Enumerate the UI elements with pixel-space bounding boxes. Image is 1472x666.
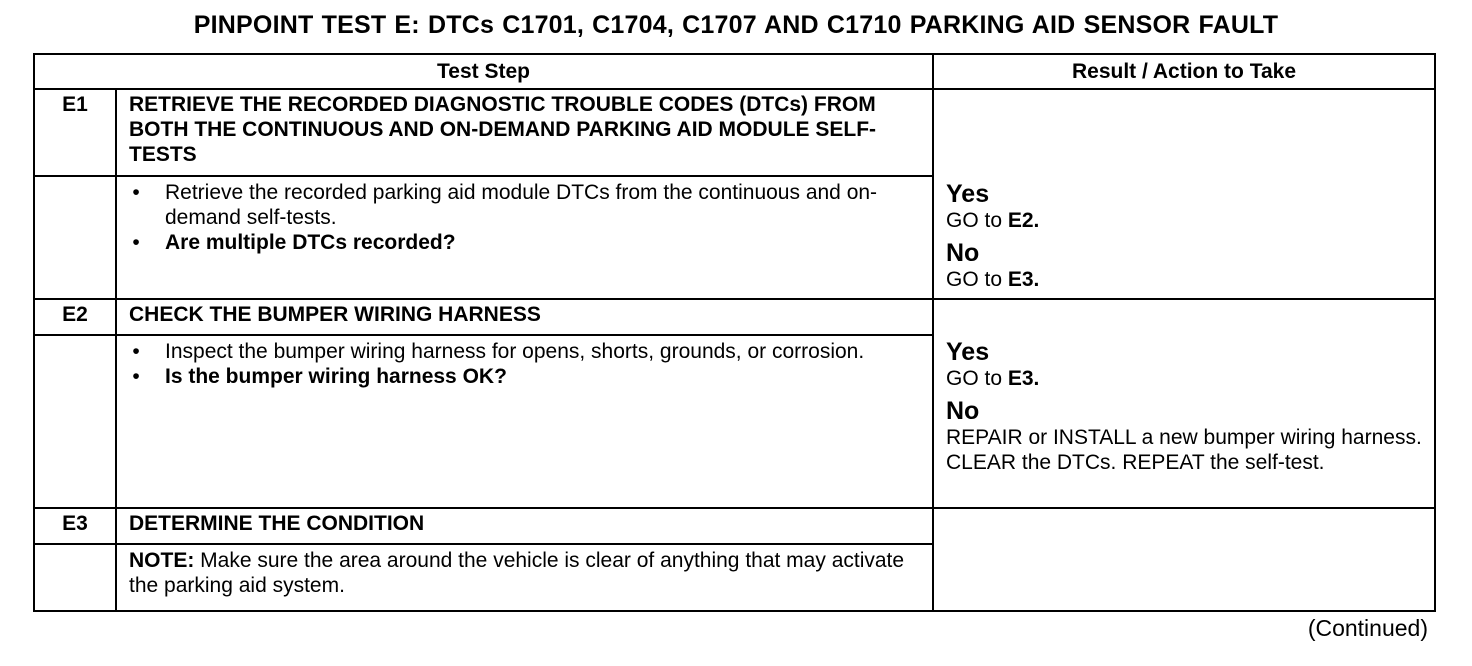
no-label: No [946, 239, 980, 267]
step-link-e3: E3. [1007, 367, 1040, 390]
pinpoint-test-table [33, 53, 1436, 612]
no-label: No [946, 397, 980, 425]
no-action: REPAIR or INSTALL a new bumper wiring harness. CLEAR the DTCs. REPEAT the self-test. [946, 426, 1422, 474]
step-e2-result [933, 299, 1435, 508]
step-e1-id-spacer [34, 176, 116, 299]
step-e1-heading-row [34, 89, 1435, 176]
list-item: • Retrieve the recorded parking aid module DTCs from the continuous and on-demand self-tests. [132, 181, 878, 229]
yes-action: GO to E3. [946, 367, 1040, 390]
step-e2-body [116, 335, 933, 508]
step-id-e1: E1 [34, 89, 116, 176]
step-id-e3: E3 [34, 508, 116, 544]
continued-label: (Continued) [1307, 615, 1428, 641]
list-item: • Inspect the bumper wiring harness for opens, shorts, grounds, or corrosion. [132, 340, 865, 363]
step-id-e2: E2 [34, 299, 116, 335]
note-text: Make sure the area around the vehicle is clear of anything that may activate the parking aid system. [129, 549, 905, 597]
step-e2-heading: CHECK THE BUMPER WIRING HARNESS [116, 299, 933, 335]
note-label: NOTE: [129, 549, 195, 572]
step-link-e2: E2. [1007, 209, 1040, 232]
list-item: • Is the bumper wiring harness OK? [132, 365, 507, 388]
header-result-action: Result / Action to Take [933, 54, 1435, 89]
table-header-row [34, 54, 1435, 89]
step-link-e3: E3. [1007, 268, 1040, 291]
step-e1-body [116, 176, 933, 299]
no-action: GO to E3. [946, 268, 1040, 291]
step-e3-heading: DETERMINE THE CONDITION [116, 508, 933, 544]
step-e3-note [116, 544, 933, 611]
step-e2-heading-row [34, 299, 1435, 335]
yes-label: Yes [946, 338, 990, 366]
yes-label: Yes [946, 180, 990, 208]
page-title: PINPOINT TEST E: DTCs C1701, C1704, C1707 AND C1710 PARKING AID SENSOR FAULT [193, 11, 1279, 39]
header-test-step: Test Step [34, 54, 933, 89]
step-e3-id-spacer [34, 544, 116, 611]
step-e1-heading: RETRIEVE THE RECORDED DIAGNOSTIC TROUBLE CODES (DTCs) FROM BOTH THE CONTINUOUS AND ON-DEMAND PARKING AID MODULE SELF-TESTS [116, 89, 933, 176]
step-e2-id-spacer [34, 335, 116, 508]
step-e1-result [933, 89, 1435, 299]
step-e3-result [933, 508, 1435, 611]
step-e3-heading-row [34, 508, 1435, 544]
list-item: • Are multiple DTCs recorded? [132, 231, 456, 254]
yes-action: GO to E2. [946, 209, 1040, 232]
